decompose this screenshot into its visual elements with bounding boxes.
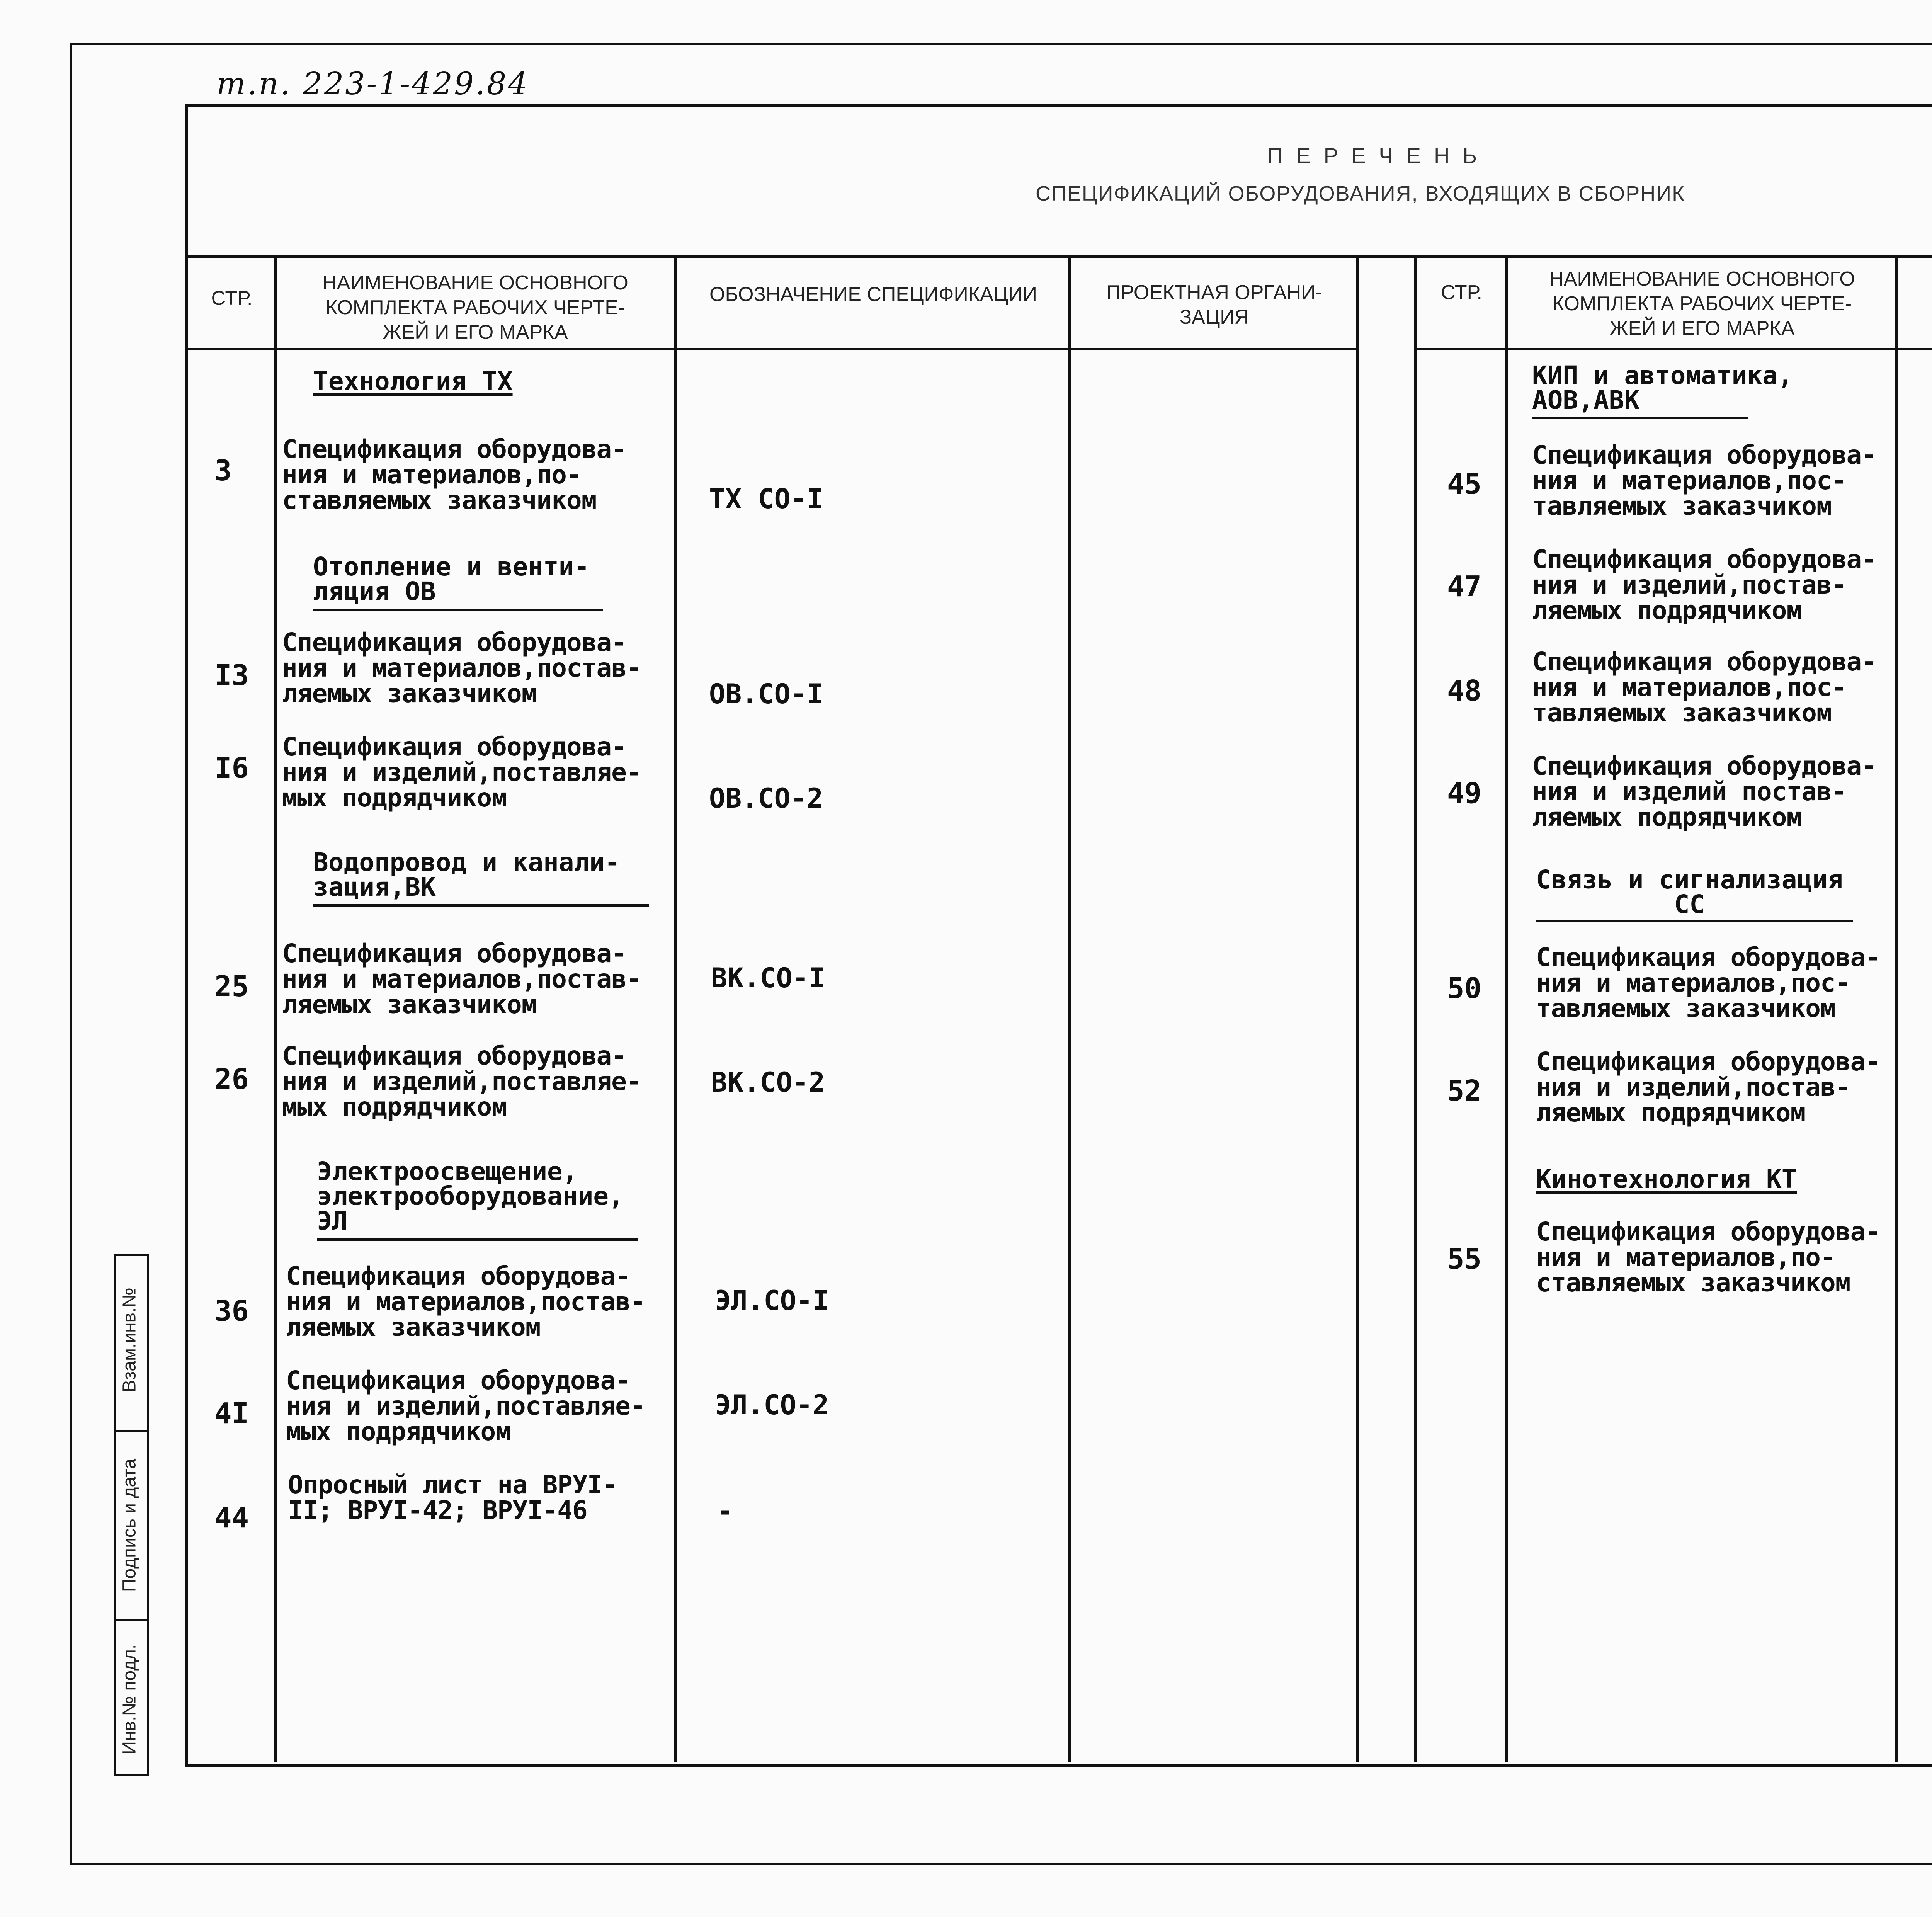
- spec-name: Спецификация оборудова- ния и материалов,по- ставляемых заказчиком: [1536, 1217, 1880, 1298]
- spec-name: Спецификация оборудова- ния и изделий,поставляе- мых подрядчиком: [286, 1366, 645, 1446]
- page-number: 25: [214, 970, 249, 1003]
- page-number: 47: [1447, 570, 1482, 603]
- section-underline: [313, 904, 649, 907]
- page-number: 45: [1447, 468, 1482, 501]
- spec-code: ТХ СО-I: [709, 483, 823, 515]
- page-number: 48: [1447, 674, 1482, 708]
- doc-code: т.п. 223-1-429.84: [216, 66, 529, 102]
- page-number: I6: [214, 752, 249, 785]
- right-col-divider-1: [1505, 255, 1508, 1762]
- right-col-page-header: СТР.: [1441, 281, 1482, 304]
- replaced-inv-label: Взам.инв.№: [119, 1288, 140, 1392]
- spec-code: ЭЛ.СО-I: [715, 1285, 829, 1317]
- section-title: Электроосвещение, электрооборудование, ЭЛ: [317, 1157, 624, 1236]
- spec-name: Спецификация оборудова- ния и материалов,постав- ляемых заказчиком: [282, 939, 641, 1019]
- spec-name: Спецификация оборудова- ния и материалов,пос- тавляемых заказчиком: [1532, 647, 1876, 728]
- left-col-page-header: СТР.: [211, 287, 253, 310]
- spec-name: Спецификация оборудова- ния и изделий постав- ляемых подрядчиком: [1532, 751, 1876, 832]
- section-title: КИП и автоматика, АОВ,АВК: [1532, 361, 1793, 415]
- page-number: 3: [214, 454, 232, 487]
- left-col-name-header: НАИМЕНОВАНИЕ ОСНОВНОГО КОМПЛЕКТА РАБОЧИХ ЧЕРТЕ- ЖЕЙ И ЕГО МАРКА: [322, 272, 628, 344]
- section-title: Отопление и венти- ляция ОВ: [313, 552, 590, 606]
- page-number: 26: [214, 1063, 249, 1096]
- spec-name: Спецификация оборудова- ния и изделий,постав- ляемых подрядчиком: [1536, 1047, 1880, 1128]
- page-title: ПЕРЕЧЕНЬ: [1267, 143, 1490, 168]
- section-underline: [313, 609, 603, 611]
- section-title: Технология ТХ: [313, 366, 513, 396]
- left-col-org-header: ПРОЕКТНАЯ ОРГАНИ- ЗАЦИЯ: [1106, 281, 1323, 328]
- section-underline: [317, 1238, 638, 1241]
- page-number: 52: [1447, 1074, 1482, 1107]
- page-number: 50: [1447, 972, 1482, 1005]
- spec-name: Спецификация оборудова- ния и изделий,постав- ляемых подрядчиком: [1532, 544, 1876, 625]
- side-stamp-rule: [114, 1619, 149, 1621]
- left-table-right-border: [1356, 255, 1359, 1762]
- spec-name: Опросный лист на ВРУI- II; ВРУI-42; ВРУI-46: [288, 1470, 617, 1525]
- spec-code: ОВ.СО-I: [709, 678, 823, 710]
- page-subtitle: СПЕЦИФИКАЦИЙ ОБОРУДОВАНИЯ, ВХОДЯЩИХ В СБОРНИК: [1036, 182, 1685, 205]
- section-underline: [1536, 920, 1853, 922]
- left-col-divider-2: [674, 255, 677, 1762]
- signature-date-label: Подпись и дата: [119, 1458, 140, 1592]
- spec-name: Спецификация оборудова- ния и материалов,постав- ляемых заказчиком: [286, 1261, 645, 1342]
- spec-name: Спецификация оборудова- ния и изделий,поставляе- мых подрядчиком: [282, 732, 641, 813]
- spec-name: Спецификация оборудова- ния и материалов,пос- тавляемых заказчиком: [1532, 440, 1876, 521]
- spec-code: -: [717, 1495, 733, 1527]
- spec-name: Спецификация оборудова- ния и материалов,пос- тавляемых заказчиком: [1536, 942, 1880, 1023]
- spec-code: ОВ.СО-2: [709, 782, 823, 814]
- spec-name: Спецификация оборудова- ния и материалов,по- ставляемых заказчиком: [282, 434, 626, 515]
- page-number: 44: [214, 1501, 249, 1534]
- page-number: 36: [214, 1294, 249, 1328]
- page-number: 55: [1447, 1242, 1482, 1276]
- page-number: I3: [214, 659, 249, 692]
- spec-code: ВК.СО-I: [711, 962, 825, 994]
- spec-code: ВК.СО-2: [711, 1067, 825, 1098]
- spec-code: ЭЛ.СО-2: [715, 1389, 829, 1421]
- right-header-rule: [1414, 348, 1932, 350]
- spec-name: Спецификация оборудова- ния и изделий,поставляе- мых подрядчиком: [282, 1041, 641, 1122]
- section-title: Кинотехнология КТ: [1536, 1164, 1797, 1194]
- left-header-rule: [185, 348, 1356, 350]
- left-col-designation-header: ОБОЗНАЧЕНИЕ СПЕЦИФИКАЦИИ: [709, 283, 1037, 306]
- right-col-divider-2: [1895, 255, 1898, 1762]
- title-divider: [185, 255, 1932, 258]
- section-title: Связь и сигнализация СС: [1536, 865, 1843, 919]
- right-col-name-header: НАИМЕНОВАНИЕ ОСНОВНОГО КОМПЛЕКТА РАБОЧИХ ЧЕРТЕ- ЖЕЙ И ЕГО МАРКА: [1549, 268, 1855, 340]
- page-number: 4I: [214, 1397, 249, 1430]
- section-title: Водопровод и канали- зация,ВК: [313, 847, 620, 902]
- left-col-divider-3: [1068, 255, 1071, 1762]
- right-col-designation-header: [1899, 286, 1932, 311]
- left-col-divider-1: [274, 255, 277, 1762]
- page-number: 49: [1447, 777, 1482, 810]
- section-underline: [1532, 417, 1748, 419]
- inv-orig-label: Инв.№ подл.: [119, 1644, 140, 1755]
- spec-name: Спецификация оборудова- ния и материалов,постав- ляемых заказчиком: [282, 628, 641, 708]
- right-table-left-border: [1414, 255, 1417, 1762]
